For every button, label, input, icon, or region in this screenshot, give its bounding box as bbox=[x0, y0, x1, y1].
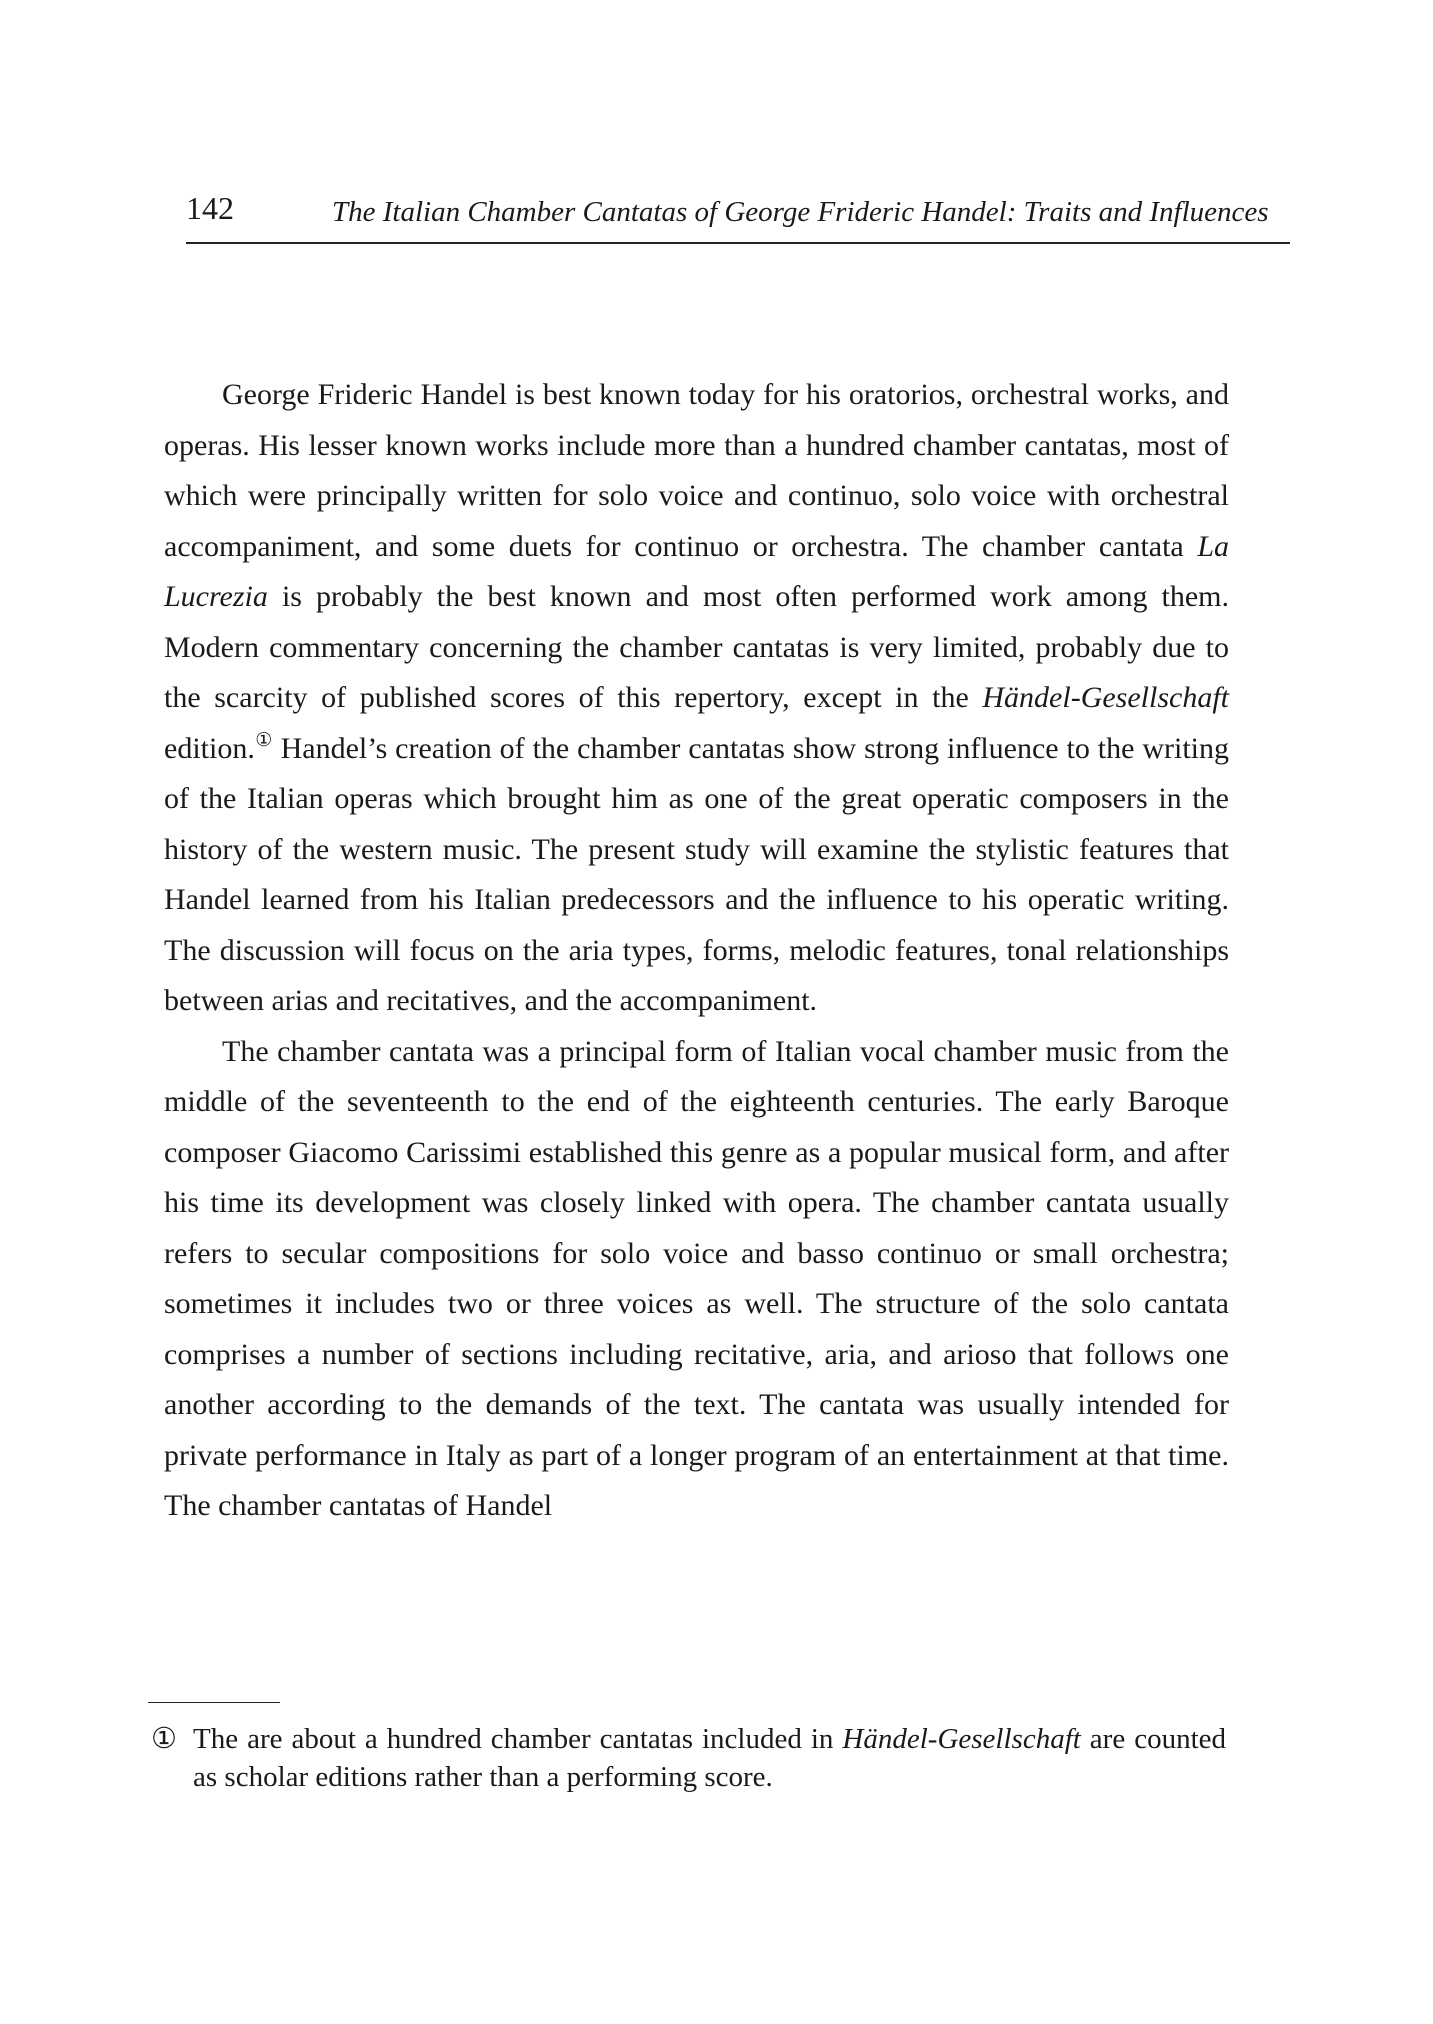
p1-text-4: Handel’s creation of the chamber cantatas show strong influence to the writing of the Italian operas which brought him as one of the great operatic composers in the history of the western music. The present study will examine the stylistic features that Handel learned from his Italian predecessors and the influence to his operatic writing. The discussion will focus on the aria types, forms, melodic features, tonal relationships between arias and recitatives, and the accompaniment. bbox=[164, 731, 1229, 1017]
paragraph-1 bbox=[164, 370, 1229, 1027]
page-number: 142 bbox=[186, 190, 234, 226]
footnote bbox=[151, 1720, 1226, 1796]
p1-text-3: edition. bbox=[164, 731, 255, 765]
running-title: The Italian Chamber Cantatas of George Frideric Handel: Traits and Influences bbox=[332, 196, 1269, 228]
p1-text-1: George Frideric Handel is best known today for his oratorios, orchestral works, and operas. His lesser known works include more than a hundred chamber cantatas, most of which were principally written for solo voice and continuo, solo voice with orchestral accompaniment, and some duets for continuo or orchestra. The chamber cantata bbox=[164, 378, 1229, 563]
footnote-divider bbox=[148, 1702, 280, 1703]
body-text bbox=[164, 370, 1229, 1532]
footnote-text-1: The are about a hundred chamber cantatas included in bbox=[193, 1723, 843, 1755]
footnote-text-2: are counted as scholar editions rather than a performing score. bbox=[193, 1723, 1227, 1793]
p1-italic-title: La Lucrezia bbox=[164, 529, 1229, 613]
footnote-italic: Händel-Gesellschaft bbox=[842, 1723, 1081, 1755]
p1-text-2: is probably the best known and most often performed work among them. Modern commentary concerning the chamber cantatas is very limited, probably due to the scarcity of published scores of this repertory, except in the bbox=[164, 580, 1229, 714]
p1-italic-edition: Händel-Gesellschaft bbox=[982, 681, 1229, 714]
paragraph-2: The chamber cantata was a principal form of Italian vocal chamber music from the middle of the seventeenth to the end of the eighteenth centuries. The early Baroque composer Giacomo Carissimi established this genre as a popular musical form, and after his time its development was closely linked with opera. The chamber cantata usually refers to secular compositions for solo voice and basso continuo or small orchestra; sometimes it includes two or three voices as well. The structure of the solo cantata comprises a number of sections including recitative, aria, and arioso that follows one another according to the demands of the text. The cantata was usually intended for private performance in Italy as part of a longer program of an entertainment at that time. The chamber cantatas of Handel bbox=[164, 1034, 1229, 1522]
footnote-marker: ① bbox=[151, 1723, 177, 1755]
footnote-reference: ① bbox=[254, 729, 273, 751]
page-header bbox=[186, 190, 1290, 244]
